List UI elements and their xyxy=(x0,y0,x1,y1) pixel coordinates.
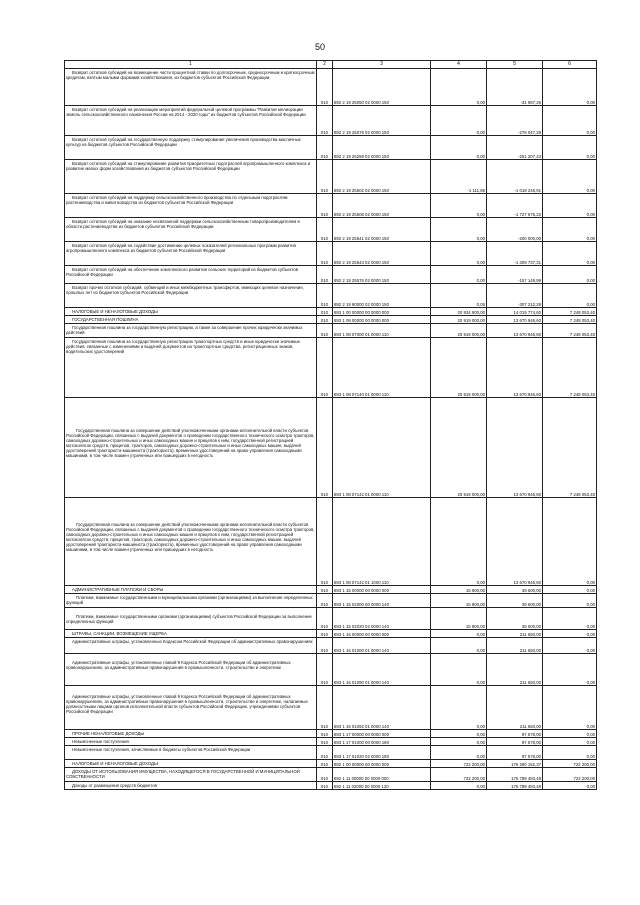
description-cell xyxy=(65,746,317,760)
table-row xyxy=(65,284,597,308)
row-executed-amount: 39 600,00 xyxy=(487,608,543,630)
row-line-code: 010 xyxy=(317,498,333,586)
description-cell xyxy=(65,608,317,630)
description-cell xyxy=(65,498,317,586)
row-unexecuted-amount: 0,00 xyxy=(543,160,597,194)
table-row xyxy=(65,586,597,594)
row-description: ДОХОДЫ ОТ ИСПОЛЬЗОВАНИЯ ИМУЩЕСТВА, НАХОДЯЩЕГОСЯ В ГОСУДАРСТВЕННОЙ И МУНИЦИПАЛЬНОЙ СОБСТВЕННОСТИ xyxy=(66,769,300,780)
table-row xyxy=(65,498,597,586)
row-budget-code: 893 1 15 02000 00 0000 140 xyxy=(333,594,431,608)
description-cell xyxy=(65,136,317,160)
row-approved-amount: 0,00 xyxy=(431,136,487,160)
row-unexecuted-amount: 0,00 xyxy=(543,242,597,266)
table-row xyxy=(65,738,597,746)
table-header-row xyxy=(65,61,597,69)
description-cell xyxy=(65,738,317,746)
row-line-code: 010 xyxy=(317,768,333,782)
row-executed-amount: -278 047,29 xyxy=(487,106,543,136)
row-unexecuted-amount: 0,00 xyxy=(543,284,597,308)
row-line-code: 010 xyxy=(317,284,333,308)
row-description: Возврат остатков субсидий на реализацию мероприятий федеральной целевой программы "Развитие мелиорации земель сельскохозяйственного назначения России на 2014 - 2020 годы" из бюджетов субъектов Российской Федерации xyxy=(66,107,306,118)
row-executed-amount: 13 670 946,60 xyxy=(487,324,543,338)
row-description: АДМИНИСТРАТИВНЫЕ ПЛАТЕЖИ И СБОРЫ xyxy=(72,587,164,592)
description-cell xyxy=(65,218,317,242)
table-row xyxy=(65,782,597,790)
description-cell xyxy=(65,266,317,284)
description-cell xyxy=(65,160,317,194)
row-description: Государственная пошлина за государственную регистрацию, а также за совершение прочих юридически значимых действий xyxy=(66,325,303,336)
description-cell xyxy=(65,768,317,782)
row-unexecuted-amount: 0,00 xyxy=(543,594,597,608)
row-approved-amount: 15 900,00 xyxy=(431,608,487,630)
row-description: Административные штрафы, установленные Кодексом Российской Федерации об административных правонарушениях xyxy=(72,639,313,644)
description-cell xyxy=(65,106,317,136)
row-budget-code: 892 1 11 00000 00 0000 000 xyxy=(333,768,431,782)
row-description: ГОСУДАРСТВЕННАЯ ПОШЛИНА xyxy=(72,317,139,322)
row-line-code: 010 xyxy=(317,316,333,324)
row-description: Административные штрафы, установленные главой 9 Кодекса Российской Федерации об административных правонарушениях, за административные правонарушения в промышленности, строительстве и энергетике, налагаемые должностными лицами органов исполнительной власти субъектов Российской Федерации, учреждениями субъектов Российской Федерации xyxy=(66,694,308,715)
row-unexecuted-amount: 0,00 xyxy=(543,266,597,284)
row-executed-amount: 97 578,00 xyxy=(487,746,543,760)
row-approved-amount: 20 919 000,00 xyxy=(431,398,487,498)
row-unexecuted-amount: 0,00 xyxy=(543,106,597,136)
row-unexecuted-amount: 0,00 xyxy=(543,654,597,686)
description-cell xyxy=(65,338,317,398)
row-budget-code: 893 1 16 00000 00 0000 000 xyxy=(333,630,431,638)
row-line-code: 010 xyxy=(317,630,333,638)
row-approved-amount: 20 919 000,00 xyxy=(431,324,487,338)
description-cell xyxy=(65,630,317,638)
row-description: ПРОЧИЕ НЕНАЛОГОВЫЕ ДОХОДЫ xyxy=(72,731,145,736)
table-row xyxy=(65,594,597,608)
row-line-code: 010 xyxy=(317,266,333,284)
column-header: 5 xyxy=(487,61,543,69)
row-unexecuted-amount: 0,00 xyxy=(543,746,597,760)
row-approved-amount: 0,00 xyxy=(431,498,487,586)
row-executed-amount: 14 019 774,60 xyxy=(487,308,543,316)
row-description: НАЛОГОВЫЕ И НЕНАЛОГОВЫЕ ДОХОДЫ xyxy=(72,761,158,766)
row-line-code: 010 xyxy=(317,738,333,746)
table-row xyxy=(65,398,597,498)
table-row xyxy=(65,638,597,654)
description-cell xyxy=(65,760,317,768)
description-cell xyxy=(65,594,317,608)
row-line-code: 010 xyxy=(317,638,333,654)
row-budget-code: 893 1 16 01092 01 0000 140 xyxy=(333,686,431,730)
row-approved-amount: 0,00 xyxy=(431,738,487,746)
row-approved-amount: 0,00 xyxy=(431,218,487,242)
row-approved-amount: 0,05 xyxy=(431,284,487,308)
row-budget-code: 892 2 19 25576 02 0000 150 xyxy=(333,266,431,284)
row-executed-amount: -1 309 737,31 xyxy=(487,242,543,266)
table-row xyxy=(65,242,597,266)
row-budget-code: 893 1 16 01090 01 0000 140 xyxy=(333,654,431,686)
row-unexecuted-amount: 0,00 xyxy=(543,630,597,638)
row-line-code: 010 xyxy=(317,608,333,630)
row-executed-amount: 211 650,00 xyxy=(487,638,543,654)
row-approved-amount: 0,00 xyxy=(431,630,487,638)
row-budget-code: 892 2 19 25541 02 0000 150 xyxy=(333,218,431,242)
row-description: Доходы от размещения средств бюджетов xyxy=(72,783,157,788)
row-unexecuted-amount: 0,00 xyxy=(543,608,597,630)
row-unexecuted-amount: 0,00 xyxy=(543,586,597,594)
row-budget-code: 892 2 19 25508 02 0000 150 xyxy=(333,194,431,218)
row-budget-code: 892 2 19 25259 02 0000 150 xyxy=(333,136,431,160)
table-row xyxy=(65,160,597,194)
description-cell xyxy=(65,686,317,730)
row-executed-amount: 175 789 483,49 xyxy=(487,782,543,790)
row-executed-amount: 211 650,00 xyxy=(487,686,543,730)
row-budget-code: 892 2 19 25543 02 0000 150 xyxy=(333,242,431,266)
row-unexecuted-amount: 0,00 xyxy=(543,69,597,106)
description-cell xyxy=(65,654,317,686)
row-unexecuted-amount: 7 248 053,40 xyxy=(543,316,597,324)
row-description: Государственная пошлина за государственную регистрацию транспортных средств и иные юридически значимые действия, связанные с изменениями и выдачей документов на транспортные средства, регистрационных знаков, водительских удостоверений xyxy=(66,339,301,355)
table-row xyxy=(65,106,597,136)
row-budget-code: 892 2 19 90000 02 0000 150 xyxy=(333,284,431,308)
table-row xyxy=(65,266,597,284)
row-approved-amount: 722 200,00 xyxy=(431,768,487,782)
row-approved-amount: -1 111,86 xyxy=(431,160,487,194)
row-budget-code: 892 2 19 25050 02 0000 150 xyxy=(333,69,431,106)
row-unexecuted-amount: 0,00 xyxy=(543,638,597,654)
row-description: Платежи, взимаемые государственными органами (организациями) субъектов Российской Федерации за выполнение определенных функций xyxy=(66,614,312,625)
row-description: Административные штрафы, установленные главой 9 Кодекса Российской Федерации об административных правонарушениях, за административные правонарушения в промышленности, строительстве и энергетике xyxy=(66,660,291,671)
table-row xyxy=(65,730,597,738)
row-executed-amount: -200 000,00 xyxy=(487,218,543,242)
row-executed-amount: 211 650,00 xyxy=(487,630,543,638)
row-approved-amount: 0,00 xyxy=(431,746,487,760)
row-approved-amount: 0,00 xyxy=(431,654,487,686)
row-executed-amount: 13 670 946,60 xyxy=(487,398,543,498)
row-budget-code: 893 1 08 07142 01 0000 110 xyxy=(333,398,431,498)
row-description: Государственная пошлина за совершение действий уполномоченными органами исполнительной власти субъектов Российской Федерации, связанных с выдачей документов о проведении государственного технического осмотра тракторов, самоходных дорожно-строительных и иных самоходных машин и прицепов к ним, государственной регистрацией мотоколясок средств, прицепов, тракторов, самоходных дорожно-строительных и иных самоходных машин, выдачей удостоверений тракториста-машиниста (тракториста), временных удостоверений на право управления самоходными машинами, в том числе взамен утраченных или пришедших в негодность xyxy=(66,428,315,459)
row-line-code: 010 xyxy=(317,160,333,194)
row-line-code: 010 xyxy=(317,218,333,242)
row-budget-code: 892 1 00 00000 00 0000 000 xyxy=(333,760,431,768)
row-description: Возврат прочих остатков субсидий, субвенций и иных межбюджетных трансфертов, имеющих целевое назначение, прошлых лет из бюджетов субъектов Российской Федерации xyxy=(66,285,304,296)
table-row xyxy=(65,686,597,730)
row-executed-amount: -307 212,28 xyxy=(487,284,543,308)
row-executed-amount: -251 207,43 xyxy=(487,136,543,160)
row-approved-amount: 0,00 xyxy=(431,782,487,790)
row-line-code: 010 xyxy=(317,746,333,760)
table-row xyxy=(65,316,597,324)
description-cell xyxy=(65,638,317,654)
table-row xyxy=(65,218,597,242)
row-description: Возврат остатков субсидий на возмещение части процентной ставки по долгосрочным, среднесрочным и краткосрочным кредитам, взятым малыми формами хозяйствования, из бюджетов субъектов Российской Федерации xyxy=(66,70,315,81)
row-line-code: 010 xyxy=(317,782,333,790)
row-budget-code: 893 1 16 01000 01 0000 140 xyxy=(333,638,431,654)
row-budget-code: 893 1 00 00000 00 0000 000 xyxy=(333,308,431,316)
row-approved-amount: 0,00 xyxy=(431,106,487,136)
row-approved-amount: 0,00 xyxy=(431,69,487,106)
table-row xyxy=(65,308,597,316)
column-header: 6 xyxy=(543,61,597,69)
table-row xyxy=(65,746,597,760)
description-cell xyxy=(65,324,317,338)
column-header: 4 xyxy=(431,61,487,69)
row-description: Платежи, взимаемые государственными и муниципальными органами (организациями) за выполнение определенных функций xyxy=(66,595,313,606)
row-approved-amount: 15 900,00 xyxy=(431,594,487,608)
row-executed-amount: 13 670 946,60 xyxy=(487,316,543,324)
row-budget-code: 893 1 08 00000 00 0000 000 xyxy=(333,316,431,324)
row-unexecuted-amount: 0,00 xyxy=(543,194,597,218)
description-cell xyxy=(65,586,317,594)
row-approved-amount: 20 934 900,00 xyxy=(431,308,487,316)
row-line-code: 010 xyxy=(317,594,333,608)
row-executed-amount: -1 018 246,91 xyxy=(487,160,543,194)
row-budget-code: 892 2 19 25502 02 0000 150 xyxy=(333,160,431,194)
table-row xyxy=(65,608,597,630)
row-executed-amount: -1 727 675,22 xyxy=(487,194,543,218)
row-budget-code: 892 1 11 02000 00 0000 120 xyxy=(333,782,431,790)
table-row xyxy=(65,338,597,398)
row-unexecuted-amount: 7 248 053,40 xyxy=(543,398,597,498)
description-cell xyxy=(65,398,317,498)
row-executed-amount: -31 987,26 xyxy=(487,69,543,106)
table-row xyxy=(65,324,597,338)
row-approved-amount: 20 919 000,00 xyxy=(431,338,487,398)
column-header: 2 xyxy=(317,61,333,69)
description-cell xyxy=(65,730,317,738)
row-executed-amount: 13 670 946,60 xyxy=(487,338,543,398)
table-row xyxy=(65,760,597,768)
row-line-code: 010 xyxy=(317,730,333,738)
row-line-code: 010 xyxy=(317,69,333,106)
row-executed-amount: 13 670 946,60 xyxy=(487,498,543,586)
row-executed-amount: 175 789 483,49 xyxy=(487,768,543,782)
table-row xyxy=(65,654,597,686)
description-cell xyxy=(65,194,317,218)
budget-table xyxy=(64,60,597,790)
row-line-code: 010 xyxy=(317,324,333,338)
row-approved-amount: 15 900,00 xyxy=(431,586,487,594)
row-line-code: 010 xyxy=(317,654,333,686)
row-approved-amount: 0,00 xyxy=(431,242,487,266)
row-executed-amount: -157 149,99 xyxy=(487,266,543,284)
row-description: Возврат остатков субсидий на стимулирование развития приоритетных подотраслей агропромышленного комплекса и развитие малых форм хозяйствования из бюджетов субъектов Российской Федерации xyxy=(66,161,311,172)
table-row xyxy=(65,136,597,160)
row-description: НАЛОГОВЫЕ И НЕНАЛОГОВЫЕ ДОХОДЫ xyxy=(72,309,158,314)
row-line-code: 010 xyxy=(317,398,333,498)
description-cell xyxy=(65,308,317,316)
row-approved-amount: 0,00 xyxy=(431,194,487,218)
row-unexecuted-amount: 0,00 xyxy=(543,730,597,738)
row-description: Возврат остатков субсидий на обеспечение комплексного развития сельских территорий из бюджетов субъектов Российской Федерации xyxy=(66,267,299,278)
row-budget-code: 893 1 08 07142 01 1000 110 xyxy=(333,498,431,586)
row-approved-amount: 722 200,00 xyxy=(431,760,487,768)
row-unexecuted-amount: 0,00 xyxy=(543,136,597,160)
row-unexecuted-amount: 7 248 053,40 xyxy=(543,324,597,338)
description-cell xyxy=(65,316,317,324)
row-unexecuted-amount: 7 248 053,40 xyxy=(543,308,597,316)
row-budget-code: 893 1 15 02020 02 0000 140 xyxy=(333,608,431,630)
table-row xyxy=(65,69,597,106)
page-number: 50 xyxy=(314,42,325,52)
row-line-code: 010 xyxy=(317,106,333,136)
row-budget-code: 893 1 17 01020 02 0000 180 xyxy=(333,746,431,760)
row-budget-code: 893 1 15 00000 00 0000 000 xyxy=(333,586,431,594)
row-line-code: 010 xyxy=(317,194,333,218)
row-unexecuted-amount: 722 200,00 xyxy=(543,768,597,782)
row-description: Невыясненные поступления xyxy=(72,739,129,744)
row-unexecuted-amount: 0,00 xyxy=(543,782,597,790)
row-unexecuted-amount: 0,00 xyxy=(543,218,597,242)
row-description: ШТРАФЫ, САНКЦИИ, ВОЗМЕЩЕНИЕ УЩЕРБА xyxy=(72,631,167,636)
table-row xyxy=(65,194,597,218)
row-budget-code: 893 1 08 07000 01 0000 110 xyxy=(333,324,431,338)
row-description: Невыясненные поступления, зачисляемые в бюджеты субъектов Российской Федерации xyxy=(72,747,251,752)
table-row xyxy=(65,768,597,782)
row-budget-code: 893 1 17 01000 00 0000 180 xyxy=(333,738,431,746)
row-unexecuted-amount: 0,00 xyxy=(543,686,597,730)
description-cell xyxy=(65,69,317,106)
row-approved-amount: 0,00 xyxy=(431,730,487,738)
row-approved-amount: 0,00 xyxy=(431,638,487,654)
row-line-code: 010 xyxy=(317,586,333,594)
row-description: Возврат остатков субсидий на государственную поддержку стимулирования увеличения производства масличных культур из бюджетов субъектов Российской Федерации xyxy=(66,137,301,148)
row-unexecuted-amount: 7 248 053,40 xyxy=(543,338,597,398)
row-unexecuted-amount: 722 200,00 xyxy=(543,760,597,768)
description-cell xyxy=(65,782,317,790)
description-cell xyxy=(65,242,317,266)
row-executed-amount: 97 578,00 xyxy=(487,730,543,738)
row-description: Государственная пошлина за совершение действий уполномоченными органами исполнительной власти субъектов Российской Федерации, связанных с выдачей документов о проведении государственного технического осмотра тракторов, самоходных дорожно-строительных и иных самоходных машин и прицепов к ним, государственной регистрацией мотоколясок средств, прицепов, тракторов, самоходных дорожно-строительных и иных самоходных машин, выдачей удостоверений тракториста-машиниста (тракториста), временных удостоверений на право управления самоходными машинами, в том числе взамен утраченных или пришедших в негодность xyxy=(66,522,315,553)
table-row xyxy=(65,630,597,638)
row-approved-amount: 0,00 xyxy=(431,266,487,284)
row-approved-amount: 20 919 000,00 xyxy=(431,316,487,324)
row-line-code: 010 xyxy=(317,760,333,768)
column-header: 1 xyxy=(65,61,317,69)
row-description: Возврат остатков субсидий на поддержку сельскохозяйственного производства по отдельным подотраслям растениеводства и животноводства из бюджетов субъектов Российской Федерации xyxy=(66,195,288,206)
row-unexecuted-amount: 0,00 xyxy=(543,498,597,586)
row-line-code: 010 xyxy=(317,136,333,160)
row-executed-amount: 39 600,00 xyxy=(487,586,543,594)
row-line-code: 010 xyxy=(317,308,333,316)
row-budget-code: 893 1 17 00000 00 0000 000 xyxy=(333,730,431,738)
row-line-code: 010 xyxy=(317,338,333,398)
row-budget-code: 893 1 08 07140 01 0000 110 xyxy=(333,338,431,398)
row-line-code: 010 xyxy=(317,686,333,730)
row-description: Возврат остатков субсидий на оказание несвязанной поддержки сельскохозяйственным товаропроизводителям в области растениеводства из бюджетов субъектов Российской Федерации xyxy=(66,219,300,230)
row-budget-code: 892 2 19 25076 02 0000 150 xyxy=(333,106,431,136)
row-executed-amount: 97 578,00 xyxy=(487,738,543,746)
row-line-code: 010 xyxy=(317,242,333,266)
row-executed-amount: 176 280 152,37 xyxy=(487,760,543,768)
row-approved-amount: 0,00 xyxy=(431,686,487,730)
row-executed-amount: 39 600,00 xyxy=(487,594,543,608)
column-header: 3 xyxy=(333,61,431,69)
row-description: Возврат остатков субсидий на содействие достижению целевых показателей региональных программ развития агропромышленного комплекса из бюджетов субъектов Российской Федерации xyxy=(66,243,296,254)
description-cell xyxy=(65,284,317,308)
row-unexecuted-amount: 0,00 xyxy=(543,738,597,746)
row-executed-amount: 211 650,00 xyxy=(487,654,543,686)
